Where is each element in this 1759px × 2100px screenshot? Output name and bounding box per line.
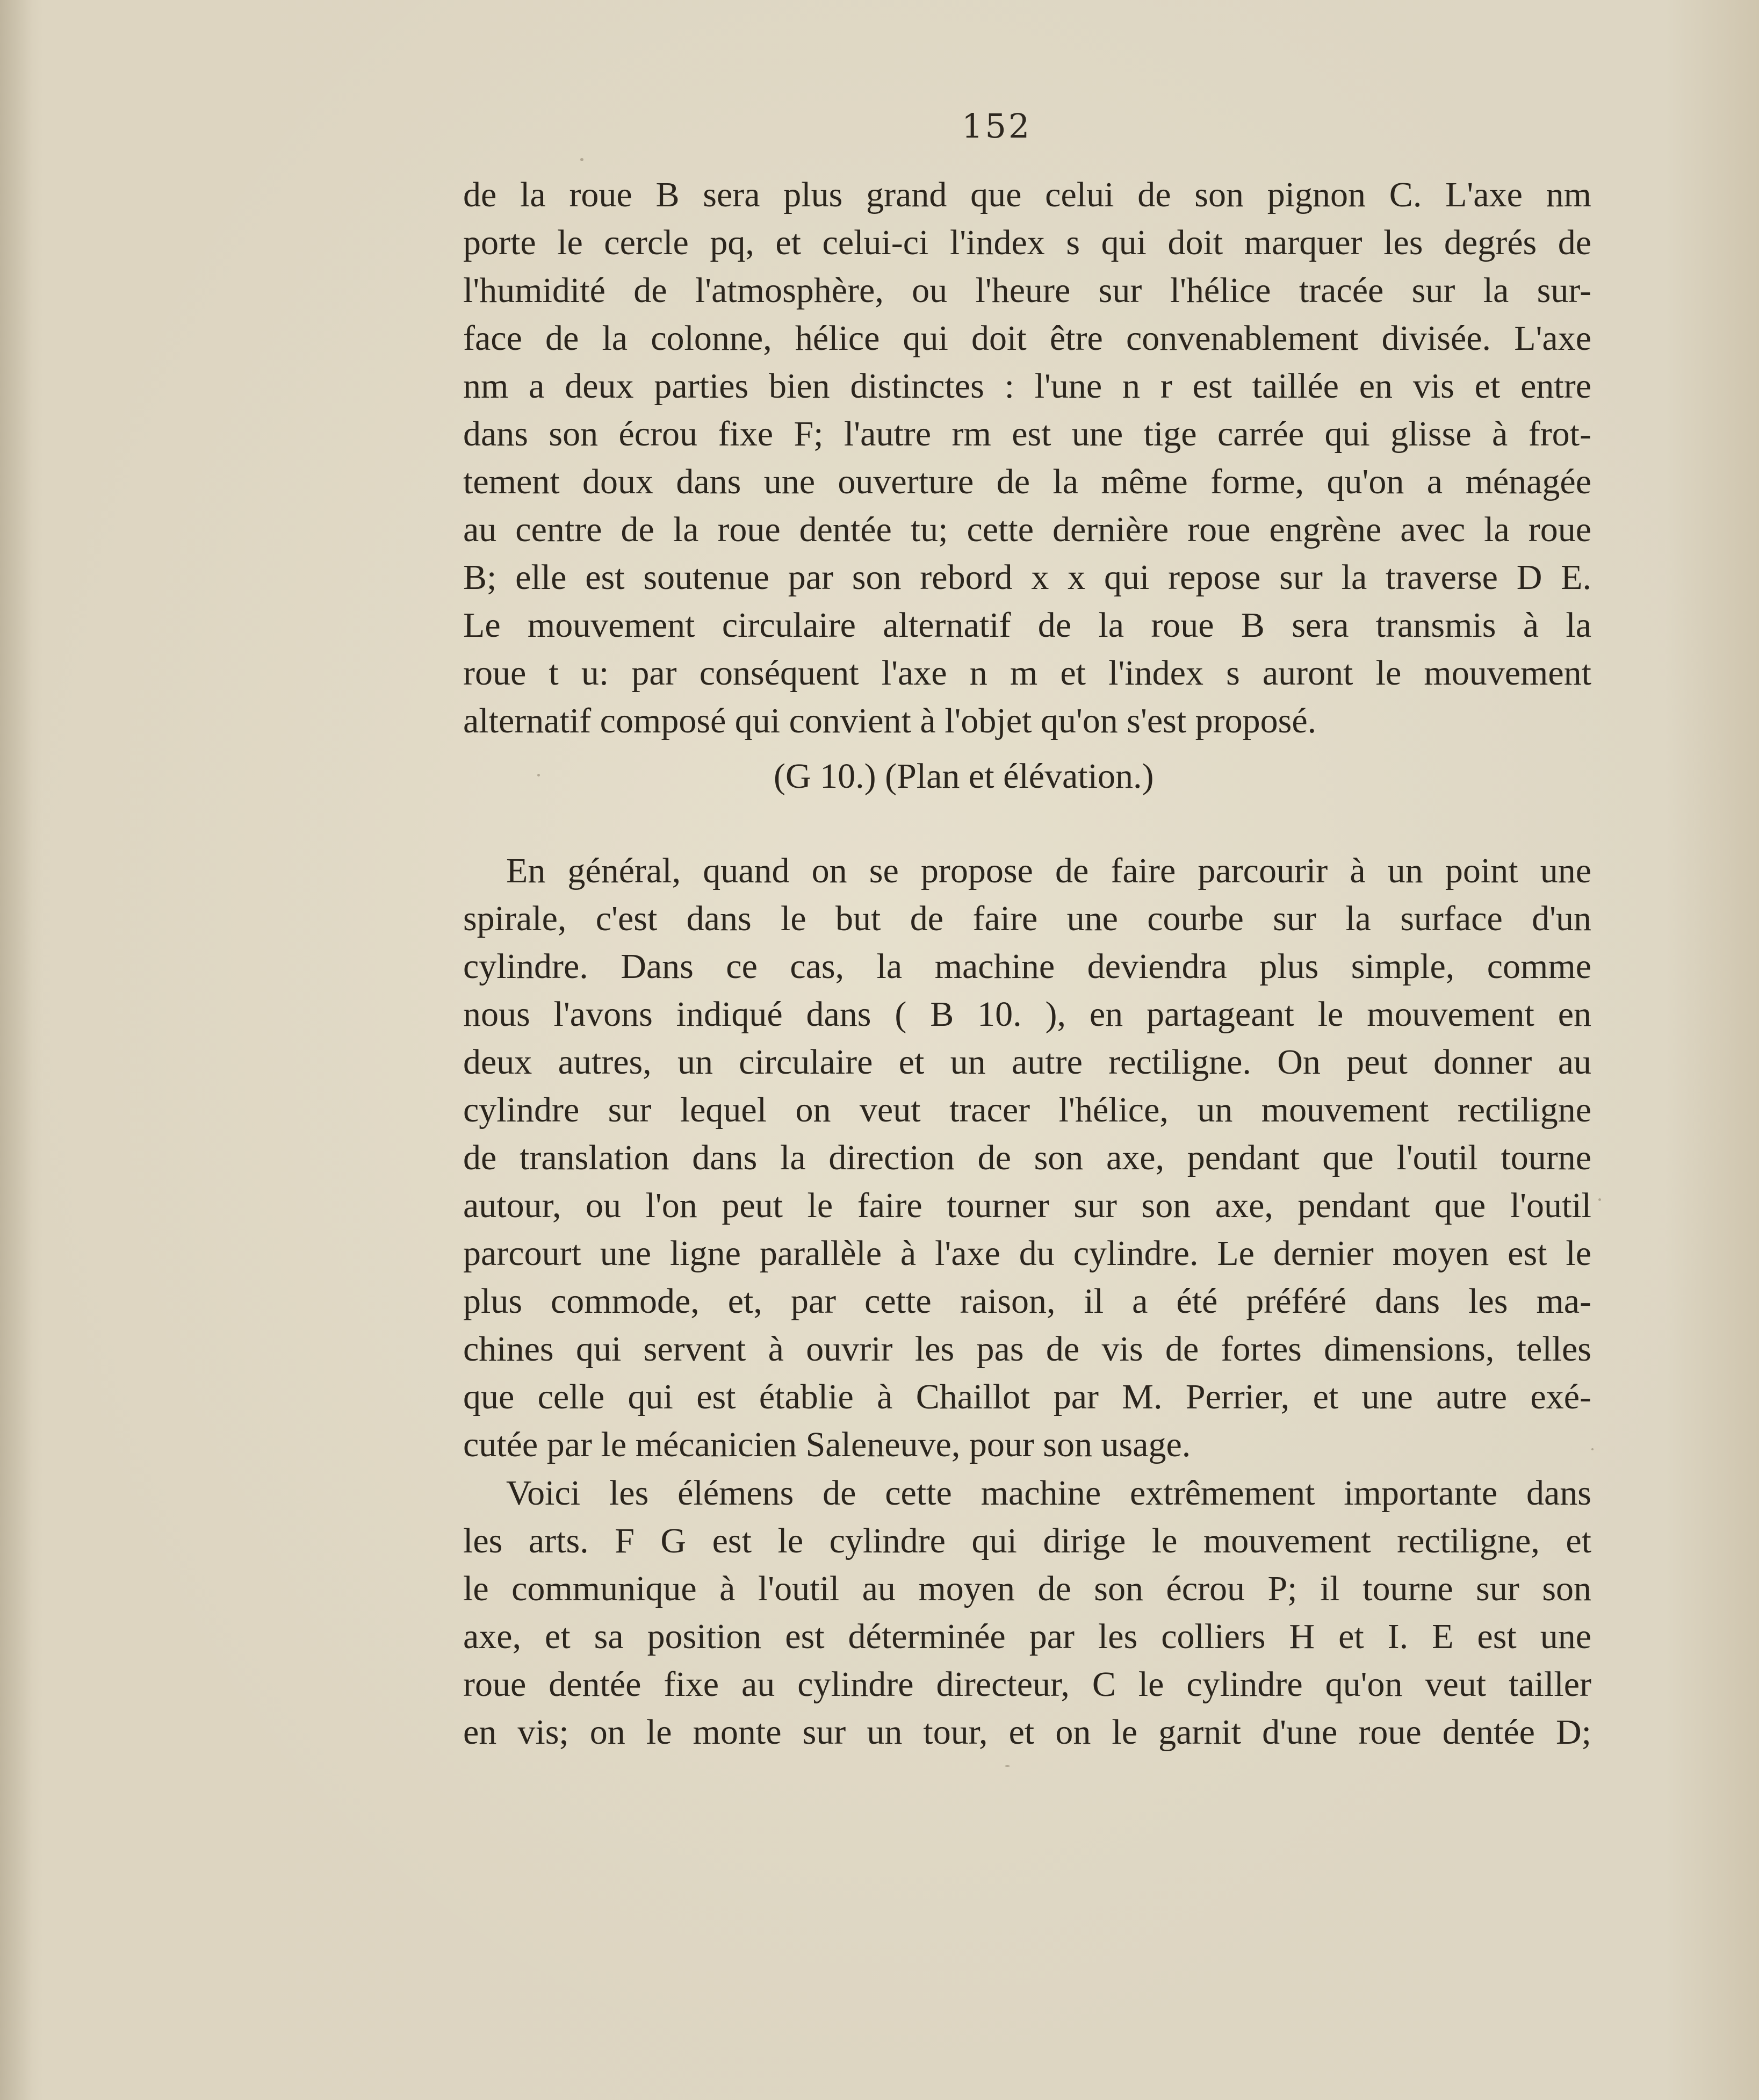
page-gutter-shadow	[0, 0, 32, 2100]
text-line: axe, et sa position est déterminée par les colliers H et I. E est une	[463, 1617, 1591, 1656]
text-line: de la roue B sera plus grand que celui de son pignon C. L'axe nm	[463, 175, 1591, 214]
text-line: dans son écrou fixe F; l'autre rm est une tige carrée qui glisse à frot-	[463, 414, 1591, 454]
text-line: alternatif composé qui convient à l'objet qu'on s'est proposé.	[463, 701, 1317, 740]
text-line: que celle qui est établie à Chaillot par M. Perrier, et une autre exé-	[463, 1377, 1591, 1416]
text-line: B; elle est soutenue par son rebord x x qui repose sur la traverse D E.	[463, 558, 1591, 597]
text-line: nous l'avons indiqué dans ( B 10. ), en partageant le mouvement en	[463, 995, 1591, 1034]
text-line: roue t u: par conséquent l'axe n m et l'index s auront le mouvement	[463, 653, 1591, 693]
paper-speck	[1598, 1198, 1601, 1201]
text-line: parcourt une ligne parallèle à l'axe du cylindre. Le dernier moyen est le	[463, 1234, 1591, 1273]
paper-speck	[1005, 1765, 1010, 1767]
text-line: spirale, c'est dans le but de faire une courbe sur la surface d'un	[463, 899, 1591, 938]
text-line: En général, quand on se propose de faire parcourir à un point une	[506, 851, 1591, 890]
paragraph-2	[463, 847, 1591, 1469]
text-line: cylindre sur lequel on veut tracer l'hélice, un mouvement rectiligne	[463, 1090, 1591, 1130]
text-line: cylindre. Dans ce cas, la machine deviendra plus simple, comme	[463, 947, 1591, 986]
text-line: porte le cercle pq, et celui-ci l'index s qui doit marquer les degrés de	[463, 223, 1591, 262]
page-number: 152	[962, 106, 1032, 146]
text-line: plus commode, et, par cette raison, il a été préféré dans les ma-	[463, 1282, 1591, 1321]
text-line: Voici les élémens de cette machine extrêmement importante dans	[506, 1473, 1591, 1513]
paragraph-3	[463, 1469, 1591, 1756]
figure-caption: (G 10.) (Plan et élévation.)	[774, 757, 1154, 796]
paragraph-1	[463, 171, 1591, 745]
text-line: l'humidité de l'atmosphère, ou l'heure sur l'hélice tracée sur la sur-	[463, 271, 1591, 310]
text-line: tement doux dans une ouverture de la même forme, qu'on a ménagée	[463, 462, 1591, 501]
paper-speck	[537, 774, 540, 776]
text-line: cutée par le mécanicien Saleneuve, pour son usage.	[463, 1425, 1191, 1464]
text-line: roue dentée fixe au cylindre directeur, C le cylindre qu'on veut tailler	[463, 1665, 1591, 1704]
paper-speck	[580, 158, 583, 161]
text-line: au centre de la roue dentée tu; cette dernière roue engrène avec la roue	[463, 510, 1591, 549]
text-line: en vis; on le monte sur un tour, et on le garnit d'une roue dentée D;	[463, 1713, 1591, 1752]
text-line: deux autres, un circulaire et un autre rectiligne. On peut donner au	[463, 1042, 1591, 1082]
text-line: Le mouvement circulaire alternatif de la roue B sera transmis à la	[463, 606, 1591, 645]
paper-speck	[1591, 1448, 1594, 1450]
text-line: face de la colonne, hélice qui doit être convenablement divisée. L'axe	[463, 319, 1591, 358]
text-line: de translation dans la direction de son axe, pendant que l'outil tourne	[463, 1138, 1591, 1177]
text-line: nm a deux parties bien distinctes : l'une n r est taillée en vis et entre	[463, 366, 1591, 406]
text-line: les arts. F G est le cylindre qui dirige le mouvement rectiligne, et	[463, 1521, 1591, 1560]
text-line: autour, ou l'on peut le faire tourner sur son axe, pendant que l'outil	[463, 1186, 1591, 1225]
text-line: le communique à l'outil au moyen de son écrou P; il tourne sur son	[463, 1569, 1591, 1608]
text-line: chines qui servent à ouvrir les pas de vis de fortes dimensions, telles	[463, 1329, 1591, 1369]
